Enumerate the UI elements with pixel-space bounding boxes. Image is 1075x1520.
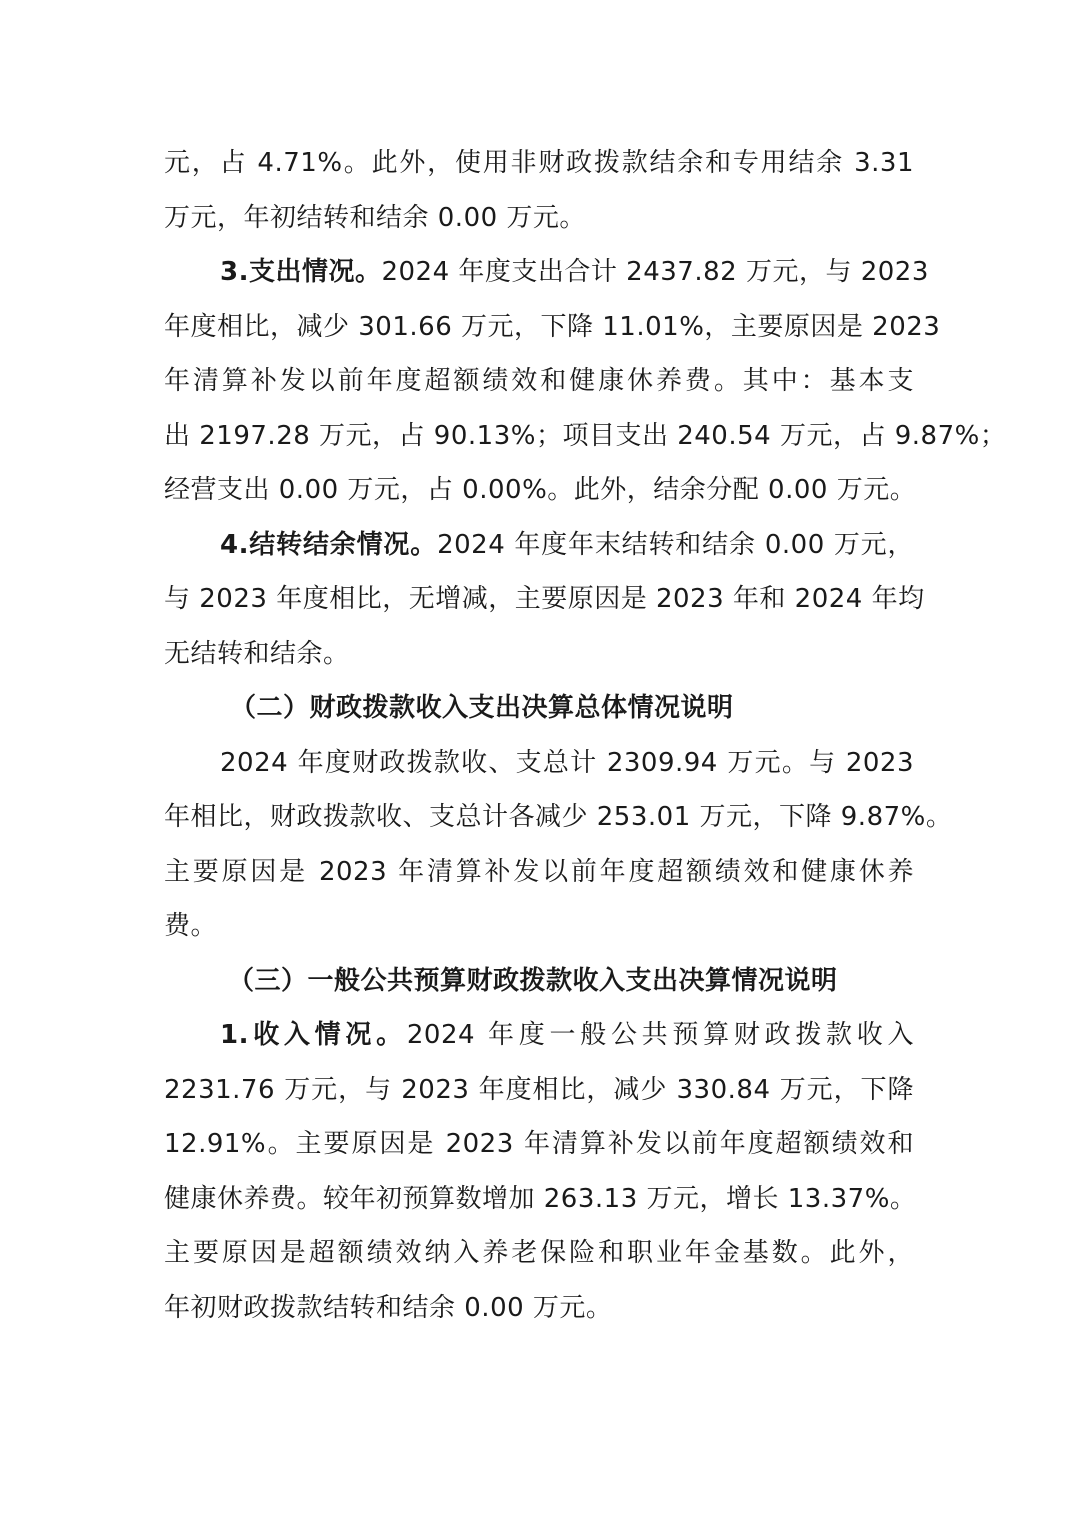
paragraph-line: 费。 bbox=[164, 911, 218, 941]
paragraph-line: 与 2023 年度相比，无增减，主要原因是 2023 年和 2024 年均 bbox=[164, 584, 925, 614]
paragraph-line: 出 2197.28 万元，占 90.13%；项目支出 240.54 万元，占 9.87%； bbox=[164, 420, 1007, 451]
paragraph-line: 年初财政拨款结转和结余 0.00 万元。 bbox=[164, 1292, 613, 1323]
paragraph-line bbox=[164, 245, 929, 300]
paragraph-line: 元，占 4.71%。此外，使用非财政拨款结余和专用结余 3.31 bbox=[164, 148, 914, 178]
paragraph-line bbox=[164, 518, 914, 573]
paragraph-line: 2231.76 万元，与 2023 年度相比，减少 330.84 万元，下降 bbox=[164, 1074, 914, 1105]
paragraph-text: 2024 年度年末结转和结余 0.00 万元， bbox=[437, 529, 914, 560]
paragraph-line: 健康休养费。较年初预算数增加 263.13 万元，增长 13.37%。 bbox=[164, 1183, 917, 1214]
section-heading-3: （三）一般公共预算财政拨款收入支出决算情况说明 bbox=[228, 965, 838, 996]
paragraph-text: 2024 年度一般公共预算财政拨款收入 bbox=[406, 1020, 915, 1050]
paragraph-line: 主要原因是超额绩效纳入养老保险和职业年金基数。此外， bbox=[164, 1238, 914, 1268]
document-page bbox=[164, 136, 1007, 1335]
section-lead-income: 1.收入情况。 bbox=[220, 1020, 407, 1050]
section-lead-carryover: 4.结转结余情况。 bbox=[220, 529, 438, 560]
paragraph-line: 万元，年初结转和结余 0.00 万元。 bbox=[164, 202, 586, 233]
paragraph-line: 主要原因是 2023 年清算补发以前年度超额绩效和健康休养 bbox=[164, 856, 914, 887]
paragraph-line: 2024 年度财政拨款收、支总计 2309.94 万元。与 2023 bbox=[220, 747, 914, 778]
section-lead-expenditure: 3.支出情况。 bbox=[220, 257, 382, 287]
paragraph-line: 经营支出 0.00 万元，占 0.00%。此外，结余分配 0.00 万元。 bbox=[164, 475, 917, 505]
paragraph-line: 无结转和结余。 bbox=[164, 638, 350, 669]
paragraph-line: 年相比，财政拨款收、支总计各减少 253.01 万元，下降 9.87%。 bbox=[164, 802, 953, 832]
paragraph-text: 2024 年度支出合计 2437.82 万元，与 2023 bbox=[381, 257, 929, 287]
section-heading-2: （二）财政拨款收入支出决算总体情况说明 bbox=[230, 693, 734, 723]
paragraph-line: 年清算补发以前年度超额绩效和健康休养费。其中：基本支 bbox=[164, 366, 914, 396]
paragraph-line bbox=[164, 1008, 914, 1063]
paragraph-line: 12.91%。主要原因是 2023 年清算补发以前年度超额绩效和 bbox=[164, 1129, 914, 1159]
paragraph-line: 年度相比，减少 301.66 万元，下降 11.01%，主要原因是 2023 bbox=[164, 311, 941, 342]
